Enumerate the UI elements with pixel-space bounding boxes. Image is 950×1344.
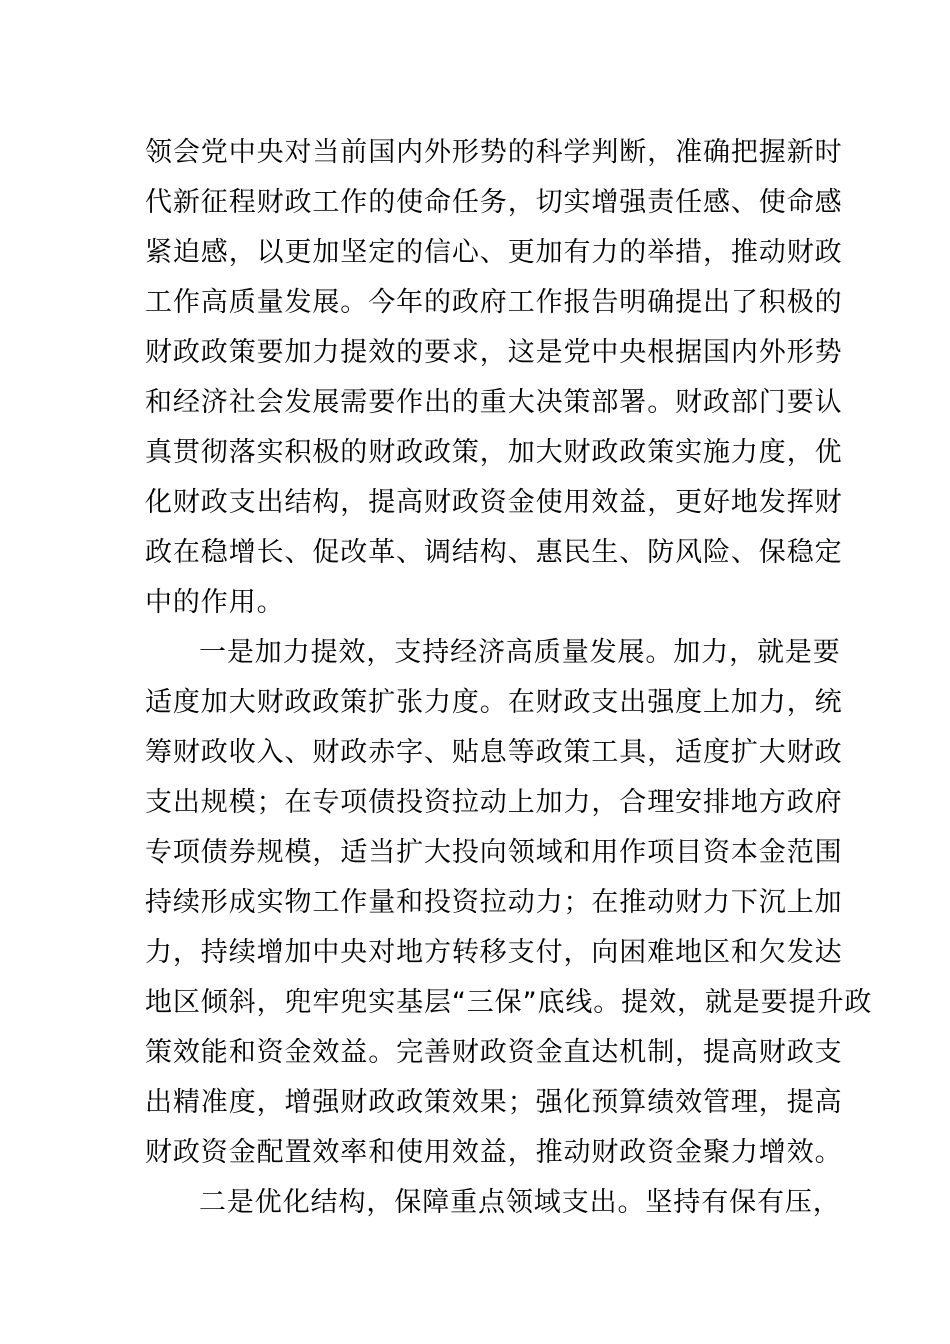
text-line: 和经济社会发展需要作出的重大决策部署。财政部门要认 [145, 387, 843, 418]
paragraph-first-line: 一是加力提效，支持经济高质量发展。加力，就是要 [199, 637, 841, 668]
text-line: 政在稳增长、促改革、调结构、惠民生、防风险、保稳定 [145, 537, 843, 568]
text-line: 策效能和资金效益。完善财政资金直达机制，提高财政支 [145, 1037, 843, 1068]
text-line: 地区倾斜，兜牢兜实基层“三保”底线。提效，就是要提升政 [145, 987, 873, 1018]
text-line: 支出规模；在专项债投资拉动上加力，合理安排地方政府 [145, 787, 843, 818]
text-line: 中的作用。 [145, 587, 285, 618]
text-line: 代新征程财政工作的使命任务，切实增强责任感、使命感 [145, 187, 843, 218]
text-line: 真贯彻落实积极的财政政策，加大财政政策实施力度，优 [145, 437, 843, 468]
text-line: 适度加大财政政策扩张力度。在财政支出强度上加力，统 [145, 687, 843, 718]
text-line: 紧迫感，以更加坚定的信心、更加有力的举措，推动财政 [145, 237, 843, 268]
body-text [145, 128, 873, 1228]
text-line: 出精准度，增强财政政策效果；强化预算绩效管理，提高 [145, 1087, 843, 1118]
paragraph-first-line: 二是优化结构，保障重点领域支出。坚持有保有压， [199, 1187, 841, 1218]
text-line: 财政政策要加力提效的要求，这是党中央根据国内外形势 [145, 337, 843, 368]
text-line: 持续形成实物工作量和投资拉动力；在推动财力下沉上加 [145, 887, 843, 918]
text-line: 化财政支出结构，提高财政资金使用效益，更好地发挥财 [145, 487, 843, 518]
text-line: 力，持续增加中央对地方转移支付，向困难地区和欠发达 [145, 937, 843, 968]
text-line: 筹财政收入、财政赤字、贴息等政策工具，适度扩大财政 [145, 737, 843, 768]
text-line: 领会党中央对当前国内外形势的科学判断，准确把握新时 [145, 137, 843, 168]
text-line: 工作高质量发展。今年的政府工作报告明确提出了积极的 [145, 287, 843, 318]
text-line: 财政资金配置效率和使用效益，推动财政资金聚力增效。 [145, 1137, 843, 1168]
text-line: 专项债券规模，适当扩大投向领域和用作项目资本金范围 [145, 837, 843, 868]
